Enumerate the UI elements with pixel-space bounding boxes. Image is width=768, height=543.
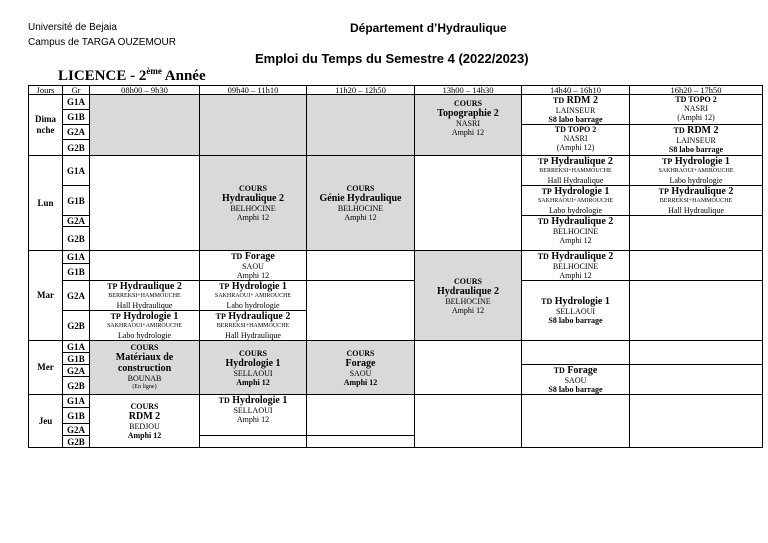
- campus-name: Campus de TARGA OUZEMOUR: [28, 37, 176, 48]
- group-label: G1B: [63, 264, 90, 281]
- group-label: G1A: [63, 156, 90, 186]
- session-cell: TP Hydraulique 2 BERREKSI+HAMMOUCHE Hall Hydraulique: [90, 281, 200, 311]
- empty-cell: [200, 436, 307, 448]
- session-cell: TP Hydrologie 1 SAKHRAOUI+ AMIROUCHE Labo hydrologie: [200, 281, 307, 311]
- empty-cell: [630, 341, 763, 365]
- header-slot: 11h20 – 12h50: [307, 86, 415, 95]
- group-label: G2A: [63, 365, 90, 377]
- empty-cell: [630, 365, 763, 395]
- header-slot: 13h00 – 14h30: [415, 86, 522, 95]
- header-gr: Gr: [63, 86, 90, 95]
- page-title: Emploi du Temps du Semestre 4 (2022/2023): [255, 51, 529, 66]
- session-cell: COURS RDM 2 BEDJOU Amphi 12: [90, 395, 200, 448]
- group-label: G1B: [63, 186, 90, 216]
- session-cell: TD TOPO 2 NASRI (Amphi 12): [630, 95, 763, 125]
- empty-cell: [307, 281, 415, 341]
- session-cell: TD Hydraulique 2 BELHOCINE Amphi 12: [522, 251, 630, 281]
- empty-cell: [630, 216, 763, 251]
- empty-cell: [415, 395, 522, 448]
- session-cell: TP Hydraulique 2 BERREKSI+HAMMOUCHE Hall Hydraulique: [200, 311, 307, 341]
- empty-cell: [415, 156, 522, 251]
- session-cell: TP Hydraulique 2 BERREKSI+HAMMOUCHE Hall Hydraulique: [630, 186, 763, 216]
- empty-cell: [90, 251, 200, 281]
- group-label: G2B: [63, 227, 90, 251]
- day-dimanche: Dima nche: [29, 95, 63, 156]
- licence-title: LICENCE - 2ème Année: [58, 66, 206, 84]
- session-cell: TD Forage SAOU Amphi 12: [200, 251, 307, 281]
- session-cell: TD Forage SAOU S8 labo barrage: [522, 365, 630, 395]
- group-label: G2A: [63, 281, 90, 311]
- empty-cell: [522, 341, 630, 365]
- empty-cell: [522, 395, 630, 448]
- group-label: G2A: [63, 216, 90, 227]
- timetable: [28, 85, 763, 448]
- session-cell: TD Hydraulique 2 BELHOCINE Amphi 12: [522, 216, 630, 251]
- empty-cell: [630, 281, 763, 341]
- session-cell: TD Hydrologie 1 SELLAOUI Amphi 12: [200, 395, 307, 436]
- session-cell: COURS Forage SAOU Amphi 12: [307, 341, 415, 395]
- header-slot: 08h00 – 9h30: [90, 86, 200, 95]
- header-slot: 09h40 – 11h10: [200, 86, 307, 95]
- group-label: G1B: [63, 408, 90, 424]
- session-cell: TP Hydrologie 1 SAKHRAOUI+AMIROUCHE Labo hydrologie: [630, 156, 763, 186]
- empty-cell: [307, 436, 415, 448]
- group-label: G2A: [63, 424, 90, 436]
- day-jeudi: Jeu: [29, 395, 63, 448]
- session-cell: TP Hydraulique 2 BERREKSI+HAMMOUCHE Hall Hydraulique: [522, 156, 630, 186]
- group-label: G2B: [63, 140, 90, 156]
- department-name: Département d’Hydraulique: [350, 21, 507, 35]
- group-label: G1A: [63, 251, 90, 264]
- session-cell: COURS Hydraulique 2 BELHOCINE Amphi 12: [415, 251, 522, 341]
- session-cell: COURS Génie Hydraulique BELHOCINE Amphi 12: [307, 156, 415, 251]
- empty-cell: [630, 395, 763, 448]
- empty-cell: [307, 251, 415, 281]
- session-cell: TD RDM 2 LAINSEUR S8 labo barrage: [630, 125, 763, 156]
- session-cell: COURS Hydraulique 2 BELHOCINE Amphi 12: [200, 156, 307, 251]
- group-label: G1B: [63, 110, 90, 125]
- group-label: G2B: [63, 311, 90, 341]
- empty-cell: [90, 156, 200, 251]
- empty-cell: [90, 95, 200, 156]
- group-label: G1B: [63, 353, 90, 365]
- empty-cell: [307, 95, 415, 156]
- session-cell: TD TOPO 2 NASRI (Amphi 12): [522, 125, 630, 156]
- day-lundi: Lun: [29, 156, 63, 251]
- group-label: G1A: [63, 341, 90, 353]
- session-cell: COURS Hydrologie 1 SELLAOUI Amphi 12: [200, 341, 307, 395]
- group-label: G2B: [63, 377, 90, 395]
- group-label: G1A: [63, 395, 90, 408]
- session-cell: COURS Matériaux de construction BOUNAB (En ligne): [90, 341, 200, 395]
- session-cell: TD Hydrologie 1 SELLAOUI S8 labo barrage: [522, 281, 630, 341]
- empty-cell: [200, 95, 307, 156]
- empty-cell: [307, 395, 415, 436]
- day-mercredi: Mer: [29, 341, 63, 395]
- header-slot: 14h40 – 16h10: [522, 86, 630, 95]
- header-slot: 16h20 – 17h50: [630, 86, 763, 95]
- group-label: G1A: [63, 95, 90, 110]
- day-mardi: Mar: [29, 251, 63, 341]
- session-cell: TP Hydrologie 1 SAKHRAOUI+AMIROUCHE Labo hydrologie: [522, 186, 630, 216]
- session-cell: TD RDM 2 LAINSEUR S8 labo barrage: [522, 95, 630, 125]
- empty-cell: [415, 341, 522, 395]
- session-cell: COURS Topographie 2 NASRI Amphi 12: [415, 95, 522, 156]
- empty-cell: [630, 251, 763, 281]
- header-row: [29, 86, 763, 95]
- header-jours: Jours: [29, 86, 63, 95]
- group-label: G2A: [63, 125, 90, 140]
- university-name: Université de Bejaia: [28, 22, 117, 33]
- group-label: G2B: [63, 436, 90, 448]
- session-cell: TP Hydrologie 1 SAKHRAOUI+AMIROUCHE Labo hydrologie: [90, 311, 200, 341]
